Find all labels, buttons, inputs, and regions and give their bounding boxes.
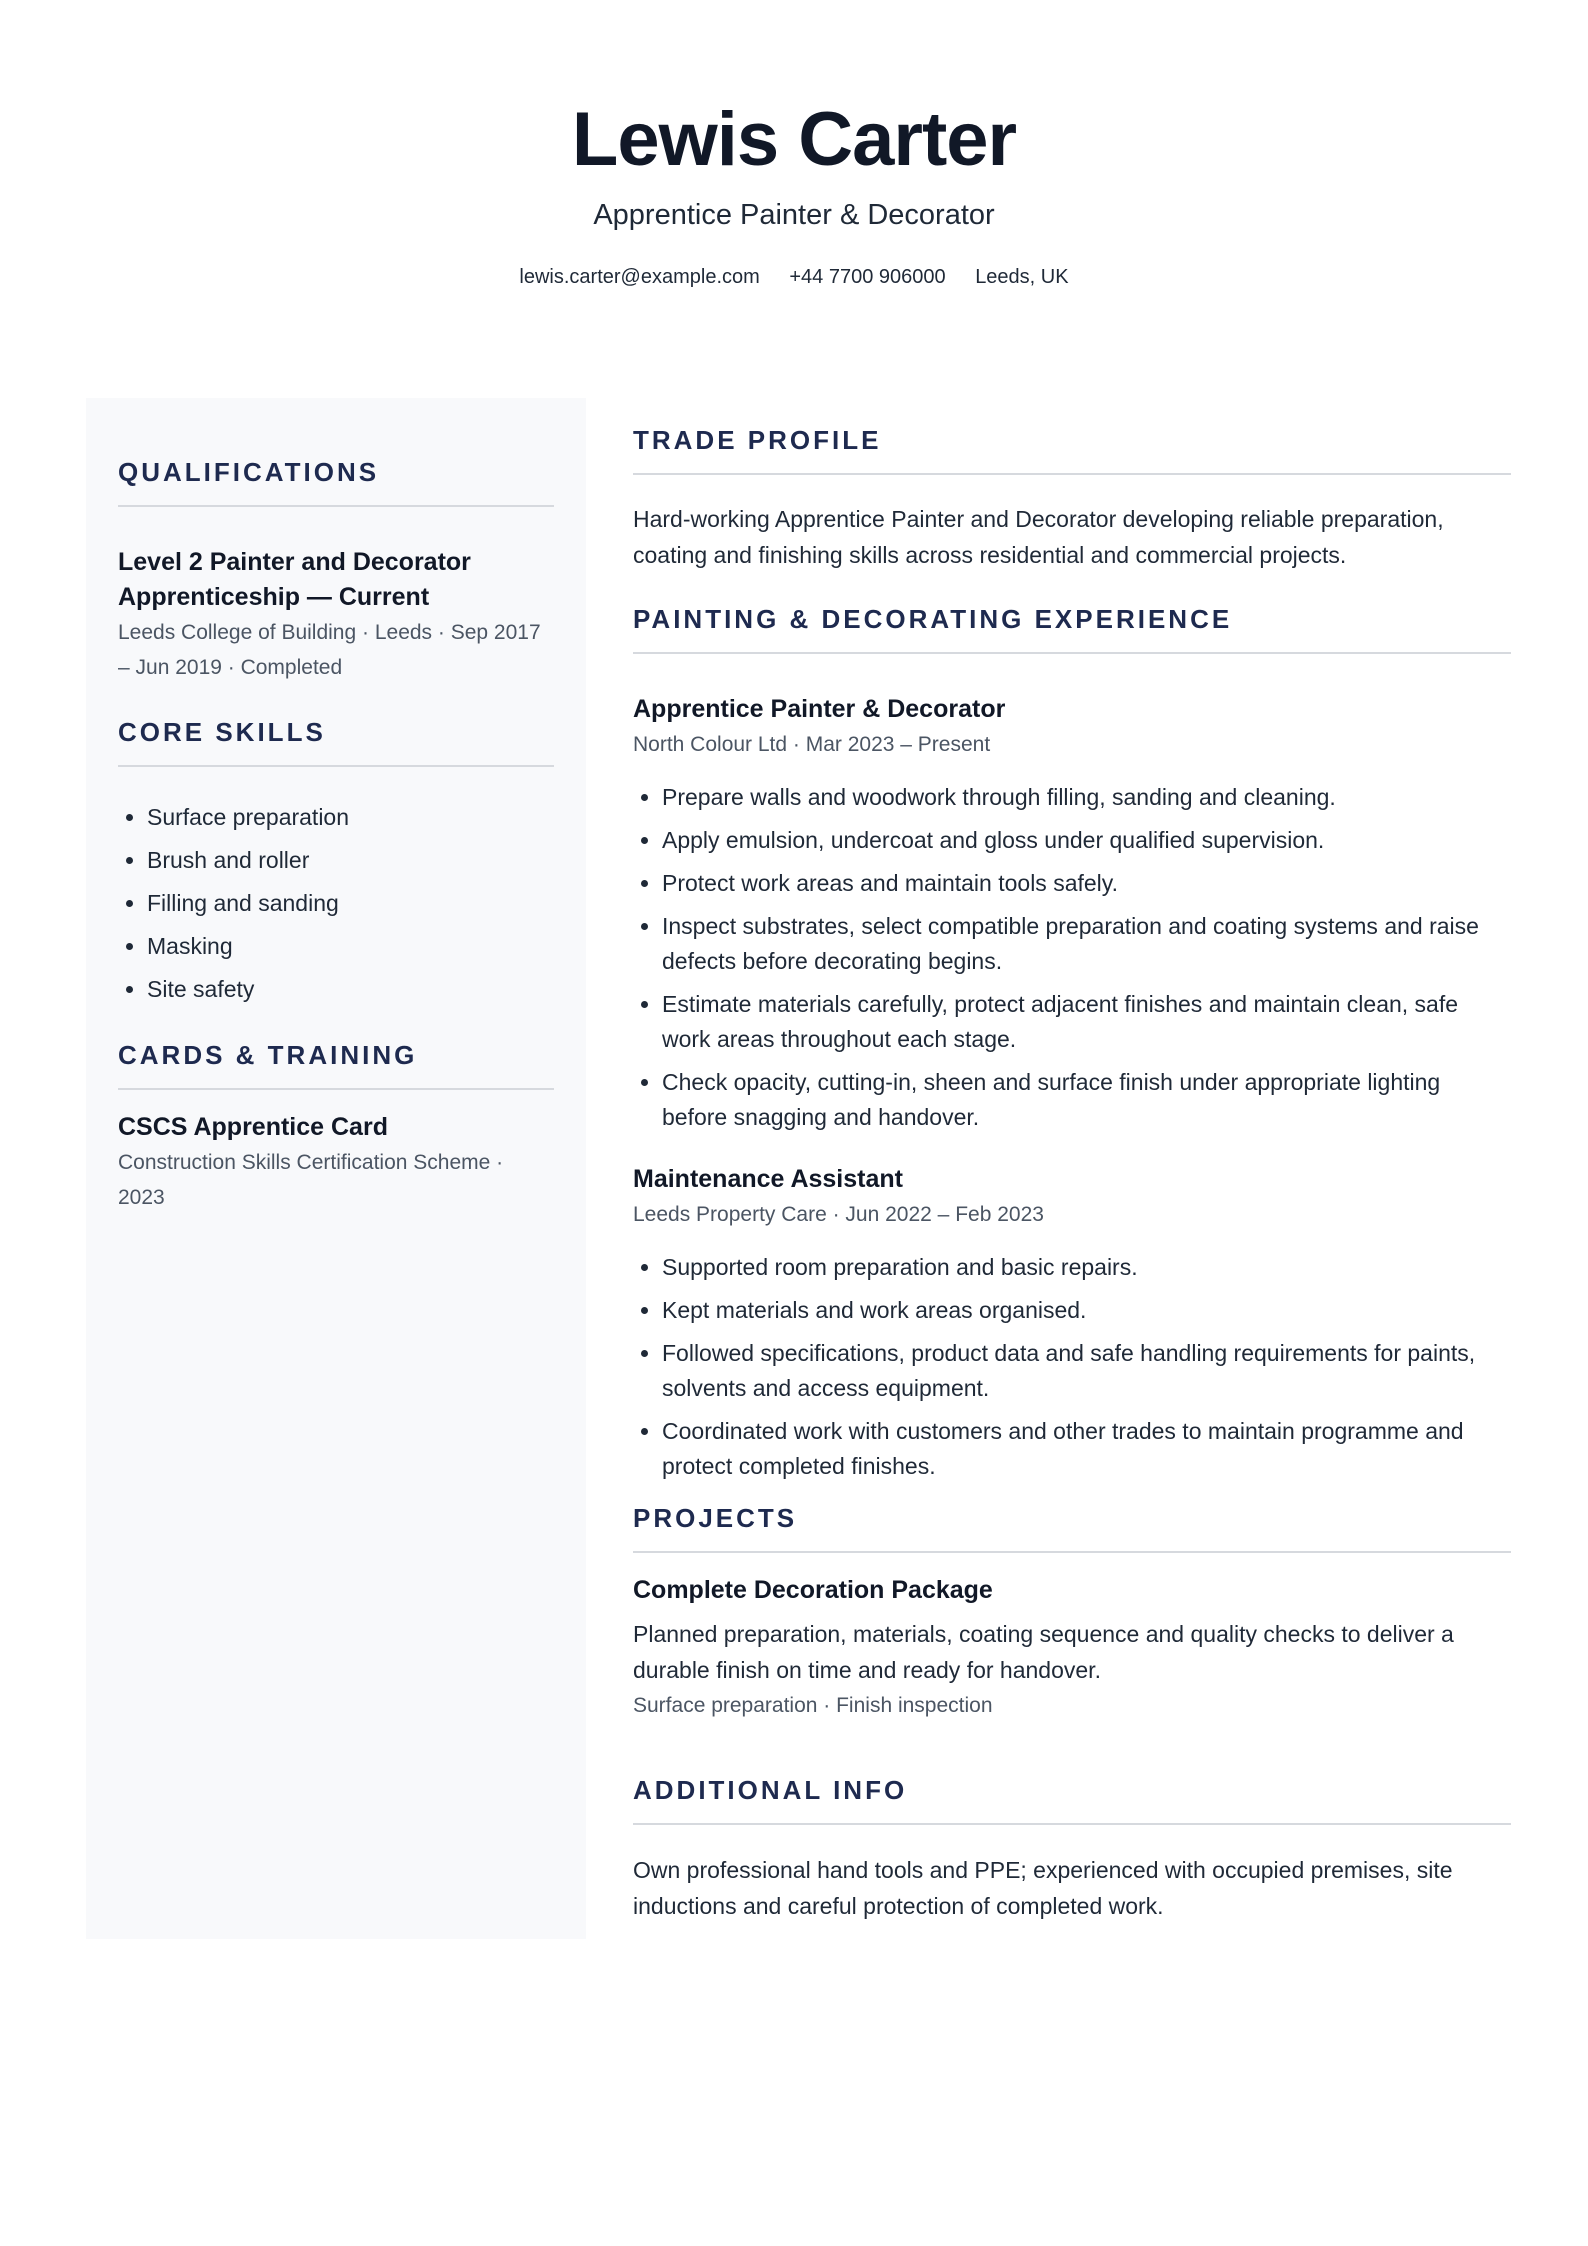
list-item: • Site safety (147, 972, 554, 1007)
section-heading-experience: PAINTING & DECORATING EXPERIENCE (633, 602, 1511, 654)
contact-email[interactable]: lewis.carter@example.com (519, 266, 760, 288)
job-meta: Leeds Property Care · Jun 2022 – Feb 2023 (633, 1203, 1044, 1226)
job-meta: North Colour Ltd · Mar 2023 – Present (633, 733, 991, 756)
project-description: Planned preparation, materials, coating sequence and quality checks to deliver a durable finish on time and ready for handover. (633, 1621, 1454, 1683)
section-heading-training: CARDS & TRAINING (118, 1038, 554, 1090)
project-tags: Surface preparation · Finish inspection (633, 1694, 993, 1717)
contact-line (0, 263, 1588, 291)
section-heading-skills: CORE SKILLS (118, 715, 554, 767)
list-item: • Surface preparation (147, 800, 554, 835)
list-item: • Brush and roller (147, 843, 554, 878)
list-item: • Apply emulsion, undercoat and gloss under qualified supervision. (662, 823, 1511, 858)
job-title: Maintenance Assistant (633, 1165, 903, 1193)
job-entry (633, 692, 1511, 1143)
contact-location: Leeds, UK (975, 266, 1069, 288)
list-item: • Check opacity, cutting-in, sheen and surface finish under appropriate lighting before snagging and handover. (662, 1065, 1511, 1135)
contact-phone[interactable]: +44 7700 906000 (789, 266, 946, 288)
list-item: • Estimate materials carefully, protect adjacent finishes and maintain clean, safe work areas throughout each stage. (662, 987, 1511, 1057)
qualification-meta: Leeds College of Building · Leeds · Sep 2017 – Jun 2019 · Completed (118, 621, 541, 679)
job-entry (633, 1162, 1511, 1492)
section-heading-profile: TRADE PROFILE (633, 423, 1511, 475)
list-item: • Prepare walls and woodwork through filling, sanding and cleaning. (662, 780, 1511, 815)
list-item: • Supported room preparation and basic repairs. (662, 1250, 1511, 1285)
training-meta: Construction Skills Certification Scheme · 2023 (118, 1151, 504, 1209)
job-bullets (633, 1250, 1511, 1484)
list-item: • Protect work areas and maintain tools safely. (662, 866, 1511, 901)
candidate-name: Lewis Carter (571, 97, 1017, 182)
list-item: • Followed specifications, product data and safe handling requirements for paints, solvents and access equipment. (662, 1336, 1511, 1406)
job-bullets (633, 780, 1511, 1135)
project-entry (633, 1573, 1511, 1723)
list-item: • Filling and sanding (147, 886, 554, 921)
section-heading-projects: PROJECTS (633, 1501, 1511, 1553)
skills-list (118, 800, 554, 1007)
training-entry (118, 1110, 554, 1215)
job-title: Apprentice Painter & Decorator (633, 695, 1006, 723)
skills-list-wrapper (118, 800, 554, 1015)
list-item: • Kept materials and work areas organised. (662, 1293, 1511, 1328)
qualification-title: Level 2 Painter and Decorator Apprenticeship — Current (118, 548, 471, 611)
training-title: CSCS Apprentice Card (118, 1113, 388, 1141)
candidate-title: Apprentice Painter & Decorator (593, 199, 995, 231)
section-heading-additional: ADDITIONAL INFO (633, 1773, 1511, 1825)
section-heading-qualifications: QUALIFICATIONS (118, 455, 554, 507)
list-item: • Masking (147, 929, 554, 964)
sidebar (86, 398, 586, 1939)
profile-summary: Hard-working Apprentice Painter and Decorator developing reliable preparation, coating and finishing skills across residential and commercial projects. (633, 506, 1444, 568)
additional-info-text: Own professional hand tools and PPE; experienced with occupied premises, site inductions and careful protection of completed work. (633, 1857, 1453, 1919)
qualification-entry (118, 545, 554, 685)
project-title: Complete Decoration Package (633, 1576, 993, 1604)
list-item: • Coordinated work with customers and other trades to maintain programme and protect completed finishes. (662, 1414, 1511, 1484)
list-item: • Inspect substrates, select compatible preparation and coating systems and raise defects before decorating begins. (662, 909, 1511, 979)
